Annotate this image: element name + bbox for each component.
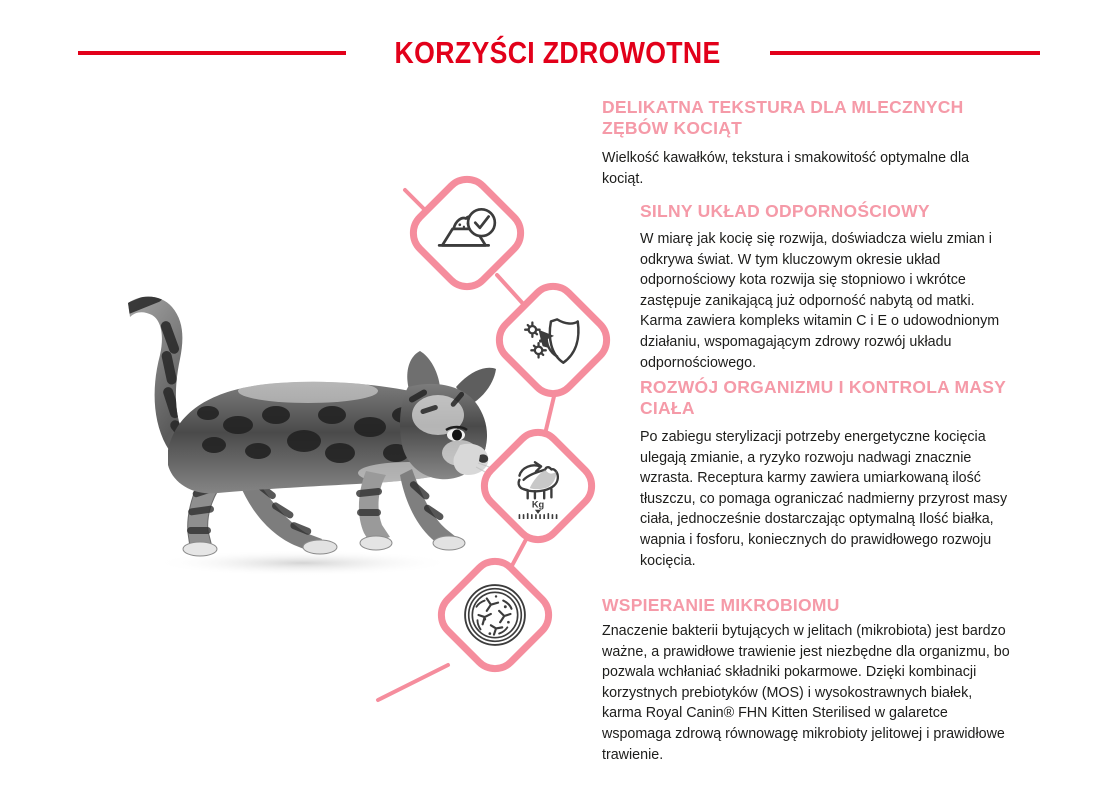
benefit-body-microbiome: Znaczenie bakterii bytujących w jelitach (mikrobiota) jest bardzo ważne, a prawidłowe trawienie jest niezbędne dla organizmu, bo pozwala wchłaniać składniki pokarmowe. Dzięki kombinacji korzystnych prebiotyków (MOS) i wysokostrawnych białek, karma Royal Canin® FHN Kitten Sterilised w galaretce wspomaga zdrową równowagę mikrobioty jelitowej i prawidłowe trawienie.: [602, 623, 1010, 763]
benefit-section-microbiome: [602, 595, 1014, 765]
header-rule-left: [78, 51, 346, 55]
visual-column: [0, 80, 600, 780]
benefit-section-immunity: [640, 201, 1012, 373]
benefit-section-texture: [602, 97, 1002, 189]
benefit-heading-weight: ROZWÓJ ORGANIZMU I KONTROLA MASY CIAŁA: [640, 377, 1006, 418]
benefit-heading-texture: DELIKATNA TEKSTURA DLA MLECZNYCH ZĘBÓW KOCIĄT: [602, 97, 964, 138]
benefit-heading-microbiome: WSPIERANIE MIKROBIOMU: [602, 595, 840, 615]
petri-dish-microbiome-icon: [462, 582, 528, 648]
benefit-heading-immunity: SILNY UKŁAD ODPORNOŚCIOWY: [640, 201, 930, 221]
header-rule-right: [770, 51, 1040, 55]
page-header: [0, 30, 1118, 76]
page-title: KORZYŚCI ZDROWOTNE: [394, 35, 722, 70]
shield-immunity-icon: [520, 307, 586, 373]
benefit-section-weight: [640, 377, 1012, 571]
cat-weight-scale-icon: [505, 453, 571, 519]
benefit-body-immunity: W miarę jak kocię się rozwija, doświadcza wielu zmian i odkrywa świat. W tym kluczowym okresie układ odpornościowy kota rozwija się stopniowo i wkrótce zastępuje zanikającą już odporność nabytą od matki. Karma zawiera kompleks witamin C i E o udowodnionym działaniu, wspomagającym zdrowy rozwój układu odpornościowego.: [640, 231, 1000, 371]
benefit-body-texture: Wielkość kawałków, tekstura i smakowitość optymalne dla kociąt.: [602, 150, 970, 187]
svg-text:Kg: Kg: [531, 499, 545, 510]
kitten-photo: [108, 275, 508, 580]
benefit-body-weight: Po zabiegu sterylizacji potrzeby energetyczne kocięcia ulegają zmianie, a ryzyko rozwoju nadwagi znacznie wzrasta. Receptura karmy zawiera umiarkowaną ilość tłuszczu, co pomaga ograniczać nadmierny przyrost masy ciała, jednocześnie dostarczając optymalną Ilość białka, wapnia i fosforu, koniecznych do prawidłowego rozwoju kocięcia.: [640, 429, 1008, 569]
food-bowl-check-icon: [434, 200, 500, 266]
